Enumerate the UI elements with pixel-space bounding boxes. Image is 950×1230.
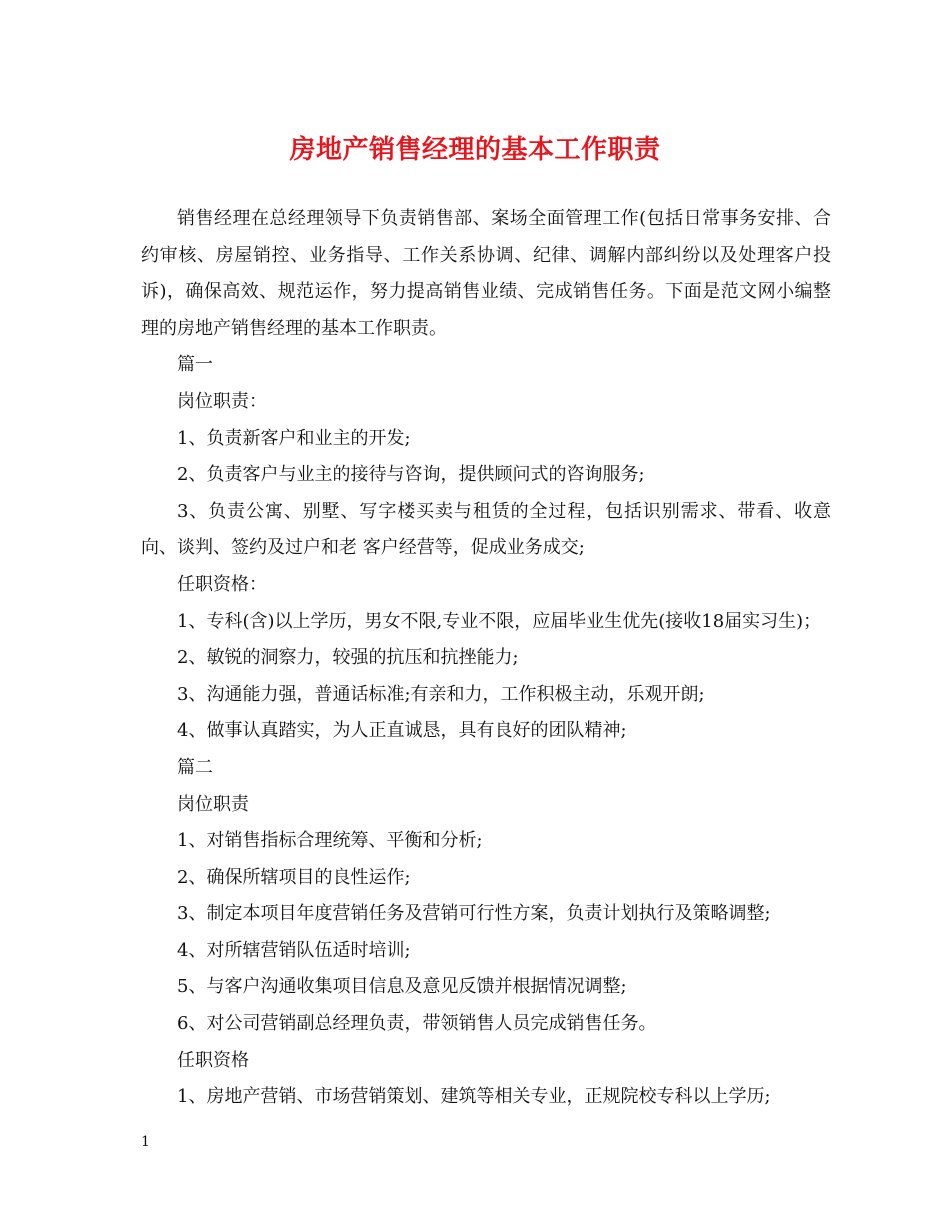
subheading-job-duties: 岗位职责： [177, 390, 267, 412]
list-item: 2、确保所辖项目的良性运作; [177, 866, 411, 888]
list-item: 3、负责公寓、别墅、写字楼买卖与租赁的全过程，包括识别需求、带看、收意向、谈判、签约及过户和老 客户经营等，促成业务成交; [141, 500, 831, 559]
intro-paragraph: 销售经理在总经理领导下负责销售部、案场全面管理工作(包括日常事务安排、合约审核、房屋销控、业务指导、工作关系协调、纪律、调解内部纠纷以及处理客户投诉)，确保高效、规范运作，努力提高销售业绩、完成销售任务。下面是范文网小编整理的房地产销售经理的基本工作职责。 [141, 208, 831, 339]
subheading-qualifications: 任职资格： [177, 573, 267, 595]
list-item: 1、对销售指标合理统筹、平衡和分析; [177, 830, 483, 852]
section-heading-part-two: 篇二 [177, 756, 213, 778]
subheading-qualifications: 任职资格 [177, 1049, 249, 1071]
list-item: 4、对所辖营销队伍适时培训; [177, 939, 411, 961]
list-item: 1、负责新客户和业主的开发; [177, 427, 411, 449]
list-item: 5、与客户沟通收集项目信息及意见反馈并根据情况调整; [177, 976, 627, 998]
list-item: 6、对公司营销副总经理负责，带领销售人员完成销售任务。 [177, 1013, 657, 1035]
list-item: 3、制定本项目年度营销任务及营销可行性方案，负责计划执行及策略调整; [177, 903, 771, 925]
page-number: 1 [141, 1134, 150, 1150]
list-item: 4、做事认真踏实，为人正直诚恳，具有良好的团队精神; [177, 720, 627, 742]
subheading-job-duties: 岗位职责 [177, 793, 249, 815]
list-item: 2、负责客户与业主的接待与咨询，提供顾问式的咨询服务; [177, 464, 645, 486]
list-item: 1、专科(含)以上学历，男女不限,专业不限，应届毕业生优先(接收18届实习生)； [177, 610, 822, 632]
list-item: 1、房地产营销、市场营销策划、建筑等相关专业，正规院校专科以上学历; [177, 1086, 771, 1108]
list-item: 2、敏锐的洞察力，较强的抗压和抗挫能力; [177, 647, 519, 669]
list-item: 3、沟通能力强，普通话标准;有亲和力，工作积极主动，乐观开朗; [177, 683, 705, 705]
document-title: 房地产销售经理的基本工作职责 [289, 135, 661, 165]
section-heading-part-one: 篇一 [177, 354, 213, 376]
document-body [141, 201, 831, 1116]
